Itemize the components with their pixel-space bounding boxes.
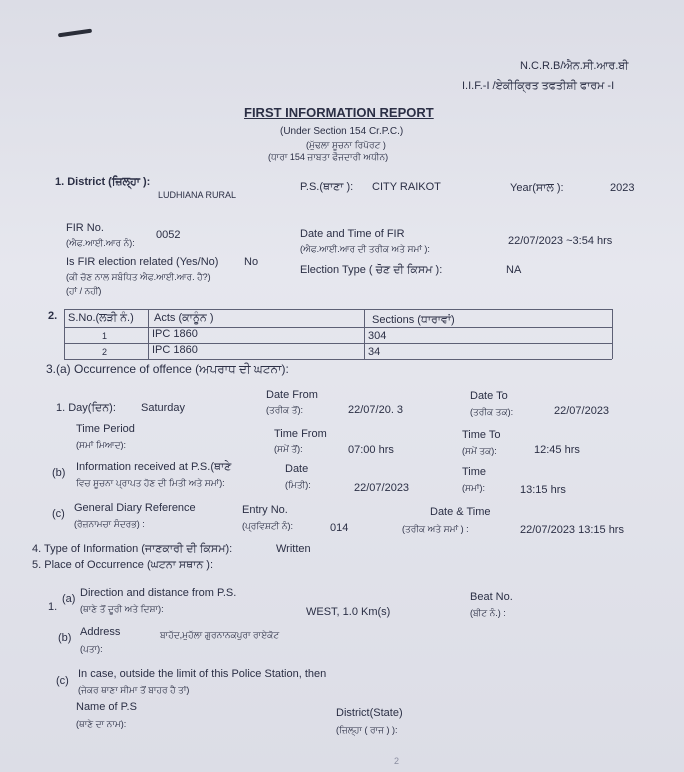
direction-marker: (a)	[62, 593, 76, 605]
district-state-label-pa: (ਜ਼ਿਲ੍ਹਾ ( ਰਾਜ ) ):	[336, 725, 398, 735]
info-date-value: 22/07/2023	[354, 482, 410, 494]
info-date-label-pa: (ਮਿਤੀ):	[285, 480, 311, 490]
election-value: No	[244, 256, 259, 268]
page-number: 2	[394, 756, 400, 766]
date-time-fir-value: 22/07/2023 ~3:54 hrs	[508, 235, 613, 247]
direction-label-pa: (ਥਾਣੇ ਤੋਂ ਦੂਰੀ ਅਤੇ ਦਿਸ਼ਾ):	[80, 604, 164, 614]
day-label: 1. Day(ਦਿਨ):	[56, 402, 116, 414]
pen-mark	[58, 29, 92, 38]
table-row-2-sno: 2	[102, 347, 108, 357]
outside-label-pa: (ਜੇਕਰ ਥਾਣਾ ਸੀਮਾ ਤੋਂ ਬਾਹਰ ਹੈ ਤਾਂ)	[78, 685, 190, 695]
ncrb-label: N.C.R.B/ਐਨ.ਸੀ.ਆਰ.ਬੀ	[520, 60, 629, 72]
section-2-number: 2.	[48, 310, 58, 322]
info-received-marker: (b)	[52, 467, 66, 479]
date-from-value: 22/07/20. 3	[348, 404, 404, 416]
subtitle-pa-2: (ਧਾਰਾ 154 ਜ਼ਾਬਤਾ ਫੌਜਦਾਰੀ ਅਧੀਨ)	[268, 152, 389, 162]
time-to-value: 12:45 hrs	[534, 444, 580, 456]
address-label-pa: (ਪਤਾ):	[80, 644, 103, 654]
table-row-1-act: IPC 1860	[152, 328, 198, 340]
entry-value: 014	[330, 522, 349, 534]
time-period-label: Time Period	[76, 423, 135, 435]
info-type-value: Written	[276, 543, 311, 555]
beat-label-pa: (ਬੀਟ ਨੰ.) :	[470, 608, 506, 618]
fir-no-value: 0052	[156, 229, 181, 241]
time-from-value: 07:00 hrs	[348, 444, 394, 456]
day-value: Saturday	[141, 402, 186, 414]
info-time-value: 13:15 hrs	[520, 484, 566, 496]
time-from-label: Time From	[274, 428, 327, 440]
date-time-fir-label-pa: (ਐਫ.ਆਈ.ਆਰ ਦੀ ਤਰੀਕ ਅਤੇ ਸਮਾਂ ):	[300, 244, 430, 254]
year-label: Year(ਸਾਲ ):	[510, 182, 564, 194]
info-received-label-pa: ਵਿਚ ਸੂਚਨਾ ਪ੍ਰਾਪਤ ਹੋਣ ਦੀ ਮਿਤੀ ਅਤੇ ਸਮਾਂ):	[76, 478, 225, 488]
gd-dt-label-pa: (ਤਰੀਕ ਅਤੇ ਸਮਾਂ ) :	[402, 524, 469, 534]
election-type-value: NA	[506, 264, 522, 276]
date-from-label: Date From	[266, 389, 318, 401]
col-acts: Acts (ਕਾਨੂੰਨ )	[154, 312, 214, 324]
date-to-label-pa: (ਤਰੀਕ ਤਕ):	[470, 407, 514, 417]
gd-dt-label: Date & Time	[430, 506, 491, 518]
outside-marker: (c)	[56, 675, 69, 687]
election-label-pa-1: (ਕੀ ਚੋਣ ਨਾਲ ਸਬੰਧਿਤ ਐਫ.ਆਈ.ਆਰ. ਹੈ?)	[66, 272, 211, 282]
date-time-fir-label: Date and Time of FIR	[300, 228, 405, 240]
ps-label: P.S.(ਥਾਣਾ ):	[300, 181, 354, 193]
time-to-label: Time To	[462, 429, 501, 441]
table-row-1-sno: 1	[102, 331, 108, 341]
election-type-label: Election Type ( ਚੋਣ ਦੀ ਕਿਸਮ ):	[300, 264, 443, 276]
subtitle-pa-1: (ਮੁੱਢਲਾ ਸੂਚਨਾ ਰਿਪੋਰਟ )	[306, 140, 386, 150]
fir-no-label-pa: (ਐਫ.ਆਈ.ਆਰ ਨੰ):	[66, 238, 135, 248]
entry-label-pa: (ਪ੍ਰਵਿਸ਼ਟੀ ਨੰ):	[242, 521, 294, 531]
direction-value: WEST, 1.0 Km(s)	[306, 606, 391, 618]
info-time-label-pa: (ਸਮਾਂ):	[462, 483, 485, 493]
district-value: LUDHIANA RURAL	[158, 190, 237, 200]
year-value: 2023	[610, 182, 635, 194]
place-num-marker: 1.	[48, 601, 58, 613]
election-label: Is FIR election related (Yes/No)	[66, 256, 219, 268]
page-title: FIRST INFORMATION REPORT	[244, 105, 434, 120]
table-row-1-section: 304	[368, 330, 387, 342]
district-label: 1. District (ਜ਼ਿਲ੍ਹਾ ):	[55, 176, 151, 188]
beat-label: Beat No.	[470, 591, 513, 603]
time-from-label-pa: (ਸਮੇਂ ਤੋਂ):	[274, 444, 303, 454]
address-marker: (b)	[58, 632, 72, 644]
time-to-label-pa: (ਸਮੇਂ ਤਕ):	[462, 446, 497, 456]
district-state-label: District(State)	[336, 707, 403, 719]
table-row-2-act: IPC 1860	[152, 344, 198, 356]
subtitle: (Under Section 154 Cr.P.C.)	[280, 126, 404, 137]
address-value: ਬਾਹੱਦ,ਮੁਹੱਲਾ ਗੁਰਨਾਨਕਪੁਰਾ ਰਾਏਕੋਟ	[160, 630, 280, 640]
info-time-label: Time	[462, 466, 487, 478]
info-received-label: Information received at P.S.(ਥਾਣੇ	[76, 461, 232, 473]
address-label: Address	[80, 626, 121, 638]
col-sno: S.No.(ਲੜੀ ਨੰ.)	[68, 312, 134, 324]
date-to-label: Date To	[470, 390, 508, 402]
place-heading: 5. Place of Occurrence (ਘਟਨਾ ਸਥਾਨ ):	[32, 559, 214, 571]
table-row-2-section: 34	[368, 346, 381, 358]
direction-label: Direction and distance from P.S.	[80, 587, 237, 599]
col-sections: Sections (ਧਾਰਾਵਾਂ)	[372, 314, 455, 326]
gd-marker: (c)	[52, 508, 65, 520]
election-label-pa-2: (ਹਾਂ / ਨਹੀਂ)	[66, 286, 102, 296]
gd-label: General Diary Reference	[74, 502, 196, 514]
ps-name-label: Name of P.S	[76, 701, 137, 713]
gd-dt-value: 22/07/2023 13:15 hrs	[520, 524, 624, 536]
info-date-label: Date	[285, 463, 309, 475]
occurrence-heading: 3.(a) Occurrence of offence (ਅਪਰਾਧ ਦੀ ਘਟਨਾ):	[46, 362, 289, 376]
date-from-label-pa: (ਤਰੀਕ ਤੋਂ):	[266, 405, 303, 415]
gd-label-pa: (ਰੋਜ਼ਨਾਮਚਾ ਸੰਦਰਭ) :	[74, 519, 145, 529]
outside-label: In case, outside the limit of this Police Station, then	[78, 668, 327, 680]
entry-label: Entry No.	[242, 504, 288, 516]
iif-label: I.I.F.-I /ਏਕੀਕ੍ਰਿਤ ਤਫਤੀਸ਼ੀ ਫਾਰਮ -I	[462, 80, 615, 92]
info-type-label: 4. Type of Information (ਜਾਣਕਾਰੀ ਦੀ ਕਿਸਮ):	[32, 543, 233, 555]
time-period-label-pa: (ਸਮਾਂ ਮਿਆਦ):	[76, 440, 127, 450]
fir-no-label: FIR No.	[66, 222, 104, 234]
ps-value: CITY RAIKOT	[372, 181, 441, 193]
ps-name-label-pa: (ਥਾਣੇ ਦਾ ਨਾਮ):	[76, 719, 127, 729]
date-to-value: 22/07/2023	[554, 405, 610, 417]
